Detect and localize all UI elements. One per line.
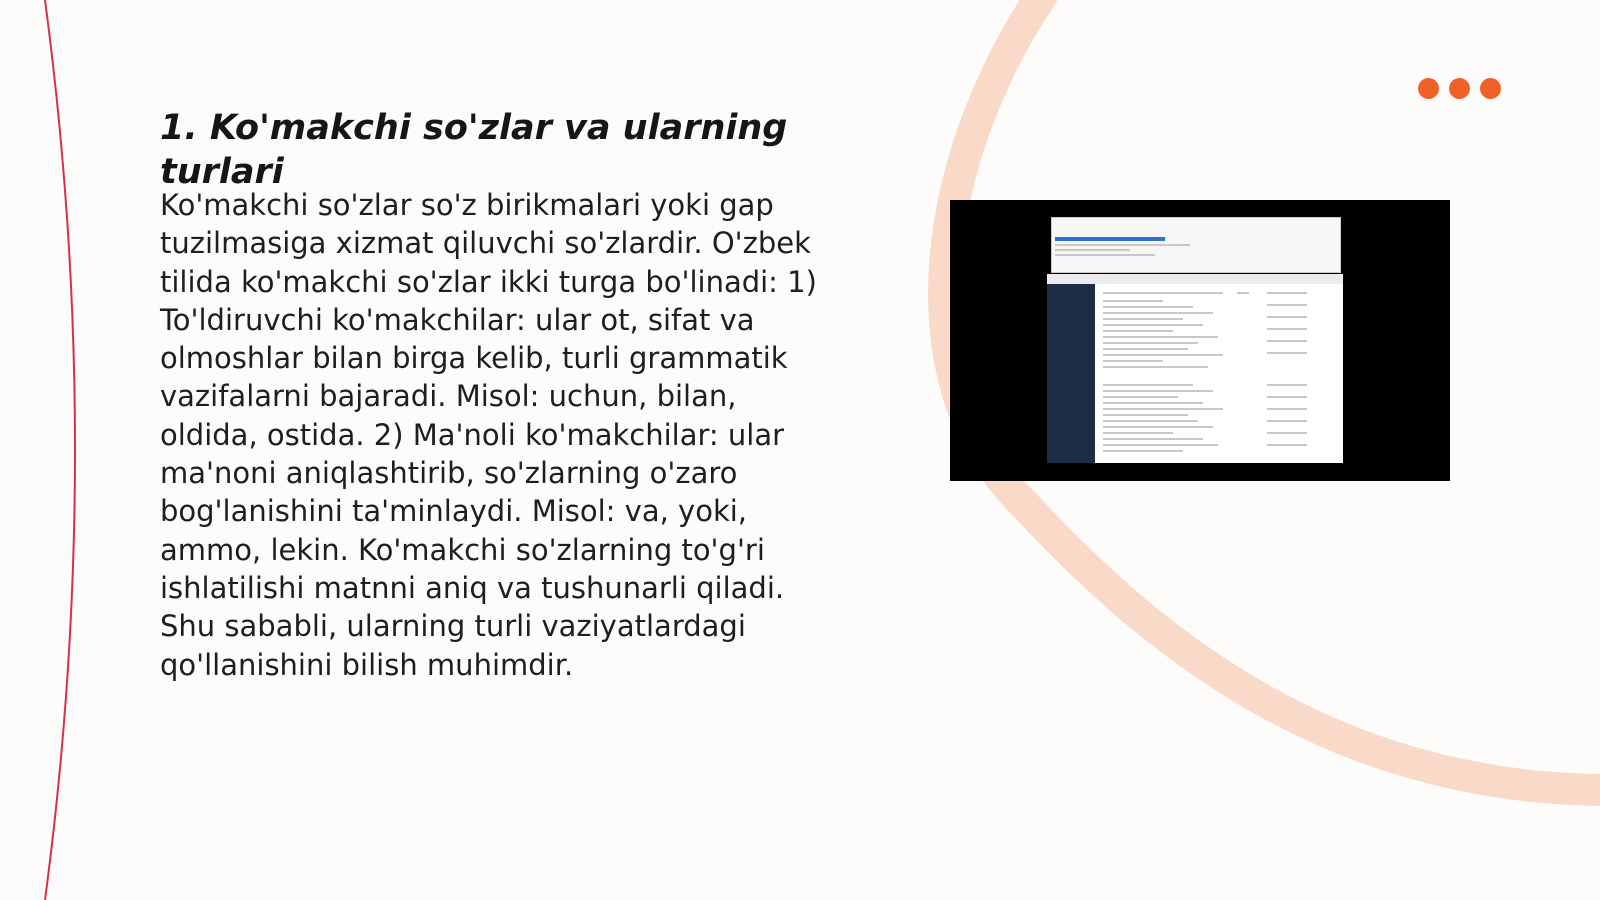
left-curve (45, 0, 75, 900)
slide-body-text: Ko'makchi so'zlar so'z birikmalari yoki gap tuzilmasiga xizmat qiluvchi so'zlardir. O'zbek tilida ko'makchi so'zlar ikki turga bo'linadi: 1) To'ldiruvchi ko'makchilar: ular ot, sifat va olmoshlar bilan birga kelib, turli grammatik vazifalarni bajaradi. Misol: uchun, bilan, oldida, ostida. 2) Ma'noli ko'makchilar: ular ma'noni aniqlashtirib, so'zlarning o'zaro bog'lanishini ta'minlaydi. Misol: va, yoki, ammo, lekin. Ko'makchi so'zlarning to'g'ri ishlatilishi matnni aniq va tushunarli qiladi. Shu sababli, ularning turli vaziyatlardagi qo'llanishini bilish muhimdir. (160, 188, 817, 682)
dot (1480, 78, 1501, 99)
screenshot-code-panel (1051, 217, 1341, 273)
dot (1418, 78, 1439, 99)
screenshot-image (950, 200, 1450, 481)
screenshot-app-window (1047, 274, 1343, 463)
slide-title: 1. Ko'makchi so'zlar va ularning turlari (160, 108, 788, 192)
dot (1449, 78, 1470, 99)
three-dots-icon (1418, 78, 1501, 99)
